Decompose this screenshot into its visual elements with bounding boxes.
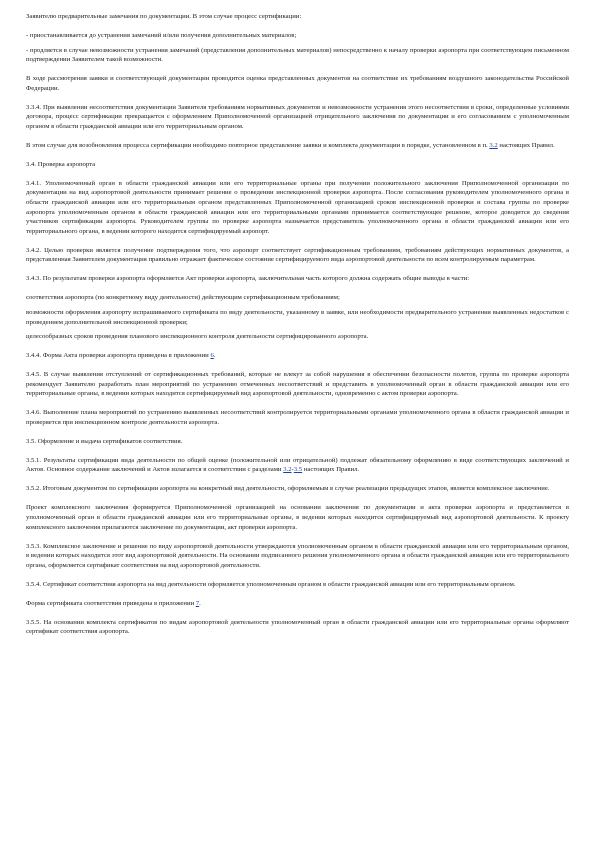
paragraph-text: В этом случае для возобновления процесса сертификации необходимо повторное представление заявки и комплекта документации в порядке, установленном в п. bbox=[26, 141, 490, 149]
paragraph-text: целесообразных сроков проведения планового инспекционного контроля деятельности сертифицированного аэропорта. bbox=[26, 333, 369, 341]
paragraph-text: настоящих Правил. bbox=[497, 141, 555, 149]
paragraph-text: 3.5.4. Сертификат соответствия аэропорта на вид деятельности оформляется уполномоченным органом в области гражданской авиации или его территориальным органом. bbox=[26, 580, 516, 588]
paragraph bbox=[26, 408, 569, 427]
paragraph bbox=[26, 332, 569, 342]
paragraph-text: 3.5.2. Итоговым документом по сертификации аэропорта на конкретный вид деятельности, оформляемым в случае реализации предыдущих этапов, является комплексное заключение. bbox=[26, 485, 550, 493]
paragraph-text: В ходе рассмотрения заявки и соответствующей документации проводится оценка представленных документов на соответствие их требованиям воздушного законодательства Российской Федерации. bbox=[26, 75, 569, 92]
paragraph bbox=[26, 484, 569, 494]
paragraph bbox=[26, 618, 569, 637]
paragraph-text: 3.5.3. Комплексное заключение и решение по виду аэропортовой деятельности утверждаются уполномоченным органом в области гражданской авиации или его территориальным органом, в ведении которых находится этот вид аэропортовой деятельности. На основании подписанного решения уполномоченного органа в области гражданской авиации или его территориального органа, оформляется сертификат соответствия на вид аэропортовой деятельности. bbox=[26, 542, 569, 569]
paragraph bbox=[26, 599, 569, 609]
paragraph bbox=[26, 293, 569, 303]
paragraph-text: - bbox=[291, 466, 294, 474]
paragraph bbox=[26, 370, 569, 399]
paragraph bbox=[26, 351, 569, 361]
paragraph-text: Заявителю предварительные замечания по документации. В этом случае процесс сертификации: bbox=[26, 13, 302, 20]
paragraph-text: - приостанавливается до устранения замечаний и/или получения дополнительных материалов; bbox=[26, 31, 297, 39]
paragraph bbox=[26, 31, 569, 41]
paragraph bbox=[26, 179, 569, 237]
paragraph-text: . bbox=[199, 599, 201, 607]
paragraph bbox=[26, 456, 569, 475]
paragraph-text: 3.4.5. В случае выявления отступлений от сертификационных требований, которые не влекут за собой нарушения в обеспечении безопасности полетов, группа по проверке аэропорта рекомендует Заявителю разработать план мероприятий по устранению отмеченных несоответствий и представить в уполномоченный орган в области гражданской авиации или его территориальные органы, в ведении которых находится сертифицируемый вид аэропортовой деятельности, одновременно с актом проверки аэропорта. bbox=[26, 371, 569, 398]
paragraph-text: 3.4.4. Форма Акта проверки аэропорта приведена в приложении bbox=[26, 352, 211, 360]
cross-reference-link[interactable]: 7 bbox=[195, 599, 200, 607]
paragraph bbox=[26, 308, 569, 327]
paragraph bbox=[26, 580, 569, 590]
paragraph bbox=[26, 503, 569, 532]
paragraph-text: настоящих Правил. bbox=[302, 466, 360, 474]
paragraph-text: Форма сертификата соответствия приведена в приложении bbox=[26, 599, 196, 607]
paragraph-text: 3.4.1. Уполномоченный орган в области гражданской авиации или его территориальные органы при получении положительного заключения Приполномоченной организации по документации на вид аэропортовой деятельности принимает решение о проведении инспекционной проверки аэропорта. После согласования руководителем уполномоченного органа в области гражданской авиации или его территориальным органом представленных Приполномоченной организацией сроков инспекционной проверки и состава группы по проверке аэропорта уполномоченным органом в области гражданской авиации или его территориальными органами принимается соответствующее решение, которое доводится до сведения участников сертификации аэропорта. Руководителем группы по проверке аэропорта назначается представитель уполномоченного органа в области гражданской авиации или его территориального органа, в ведении которого находится сертифицируемый аэропорт. bbox=[26, 179, 569, 235]
cross-reference-link[interactable]: 3.2 bbox=[283, 466, 292, 474]
paragraph-text: 3.5.5. На основании комплекта сертификатов по видам аэропортовой деятельности уполномоченный орган в области гражданской авиации или его территориальные органы оформляют сертификат соответствия аэропорта. bbox=[26, 618, 569, 636]
paragraph bbox=[26, 160, 569, 170]
paragraph-text: возможности оформления аэропорту испрашиваемого сертификата по виду деятельности, указанному в заявке, или необходимости предварительного устранения выявленных недостатков с проведением дополнительной инспекционной проверки; bbox=[26, 308, 569, 326]
paragraph bbox=[26, 437, 569, 447]
paragraph-text: Проект комплексного заключения формируется Приполномоченной организацией на основании заключения по документации и акта проверки аэропорта и представляется в уполномоченный орган в области гражданской авиации или его территориальные органы, в ведении которых находится сертифицируемый вид аэропортовой деятельности. К проекту комплексного заключения прилагаются заключение по документации, акт проверки аэропорта. bbox=[26, 504, 569, 531]
paragraph-text: - продляется в случае невозможности устранения замечаний (представления дополнительных материалов) непосредственно к началу проверки аэропорта при соответствующем письменном подтверждении Заявителем такой возможности. bbox=[26, 46, 569, 64]
paragraph-text: . bbox=[213, 352, 216, 360]
cross-reference-link[interactable]: 6 bbox=[210, 352, 214, 360]
cross-reference-link[interactable]: 3.2 bbox=[489, 141, 498, 149]
paragraph-text: 3.5. Оформление и выдача сертификатов соответствия. bbox=[26, 437, 183, 445]
paragraph bbox=[26, 542, 569, 571]
paragraph bbox=[26, 246, 569, 265]
paragraph-text: 3.5.1. Результаты сертификации вида деятельности по общей оценке (положительной или отрицательной) подлежат обязательному оформлению в виде соответствующих заключений и Актов. Основное содержание заключений и Актов излагается в соответствии с разделами bbox=[26, 456, 569, 474]
paragraph-text: 3.4.2. Целью проверки является получение подтверждения того, что аэропорт соответствует сертификационным требованиям, требованиям действующих нормативных документов, а представленная Заявителем документация правильно отражает фактическое состояние сертифицируемого вида аэропортовой деятельности по всем контролируемым параметрам. bbox=[26, 246, 569, 264]
paragraph-text: 3.4.6. Выполнение плана мероприятий по устранению выявленных несоответствий контролируется территориальными органами уполномоченного органа в области гражданской авиации и проверяется при инспекционном контроле деятельности аэропорта. bbox=[26, 409, 569, 426]
paragraph bbox=[26, 12, 569, 22]
cross-reference-link[interactable]: 3.5 bbox=[293, 466, 303, 474]
paragraph bbox=[26, 46, 569, 65]
paragraph bbox=[26, 103, 569, 132]
paragraph bbox=[26, 274, 569, 284]
paragraph-text: 3.4.3. По результатам проверки аэропорта оформляется Акт проверки аэропорта, заключительная часть которого должна содержать общие выводы в части: bbox=[26, 275, 470, 283]
paragraph bbox=[26, 74, 569, 93]
paragraph-text: соответствия аэропорта (по конкретному виду деятельности) действующим сертификационным требованиям; bbox=[26, 294, 340, 302]
paragraph-text: 3.3.4. При выявлении несоответствия документации Заявителя требованиям нормативных документов и невозможности устранения этого несоответствия в сроки, определенные условиями договора, процесс сертификации прекращается с оформлением Приполномоченной организацией отрицательного заключения по документации и его согласованием с уполномоченным органом в области гражданской авиации или его территориальным органом. bbox=[26, 103, 569, 130]
paragraph bbox=[26, 141, 569, 151]
paragraph-text: 3.4. Проверка аэропорта bbox=[26, 160, 96, 168]
